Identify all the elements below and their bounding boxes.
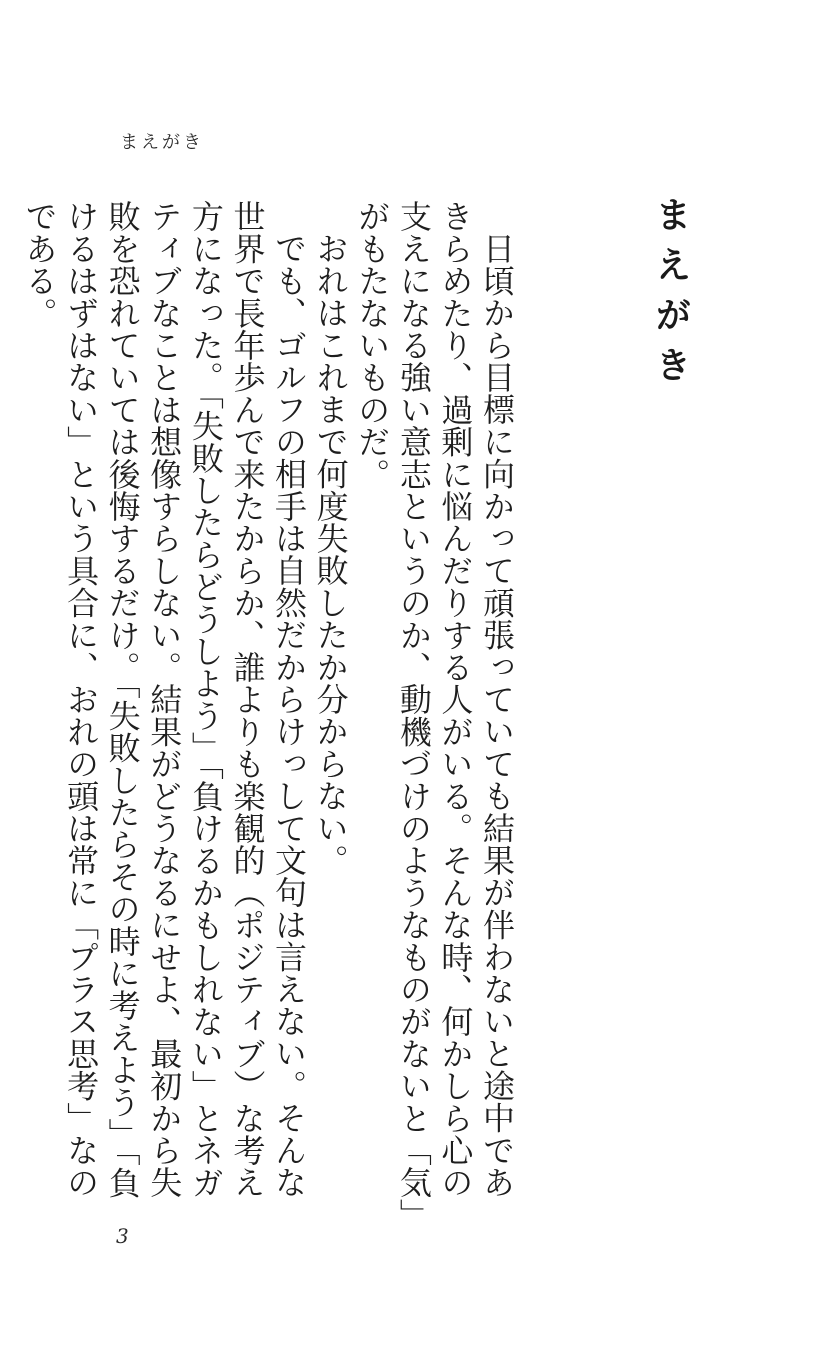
paragraph-1: 日頃から目標に向かって頑張っていても結果が伴わないと途中であきらめたり、過剰に悩んだりする人がいる。そんな時、何かしら心の支えになる強い意志というのか、動機づけのようなものがないと「気」がもたないものだ。 [353, 200, 516, 1215]
page-number: 3 [116, 1224, 129, 1248]
paragraph-2: おれはこれまで何度失敗したか分からない。 [311, 232, 350, 876]
body-text [18, 200, 517, 1215]
paragraph-3: でも、ゴルフの相手は自然だからけっして文句は言えない。そんな世界で長年歩んで来たからか、誰よりも楽観的（ポジティブ）な考え方になった。「失敗したらどうしよう」「負けるかもしれない」とネガティブなことは想像すらしない。結果がどうなるにせよ、最初から失敗を恐れていては後悔するだけ。「失敗したらその時に考えよう」「負けるはずはない」という具合に、おれの頭は常に「プラス思考」なのである。 [20, 200, 309, 1199]
running-head: まえがき [120, 132, 204, 153]
chapter-title: まえがき [650, 196, 691, 396]
